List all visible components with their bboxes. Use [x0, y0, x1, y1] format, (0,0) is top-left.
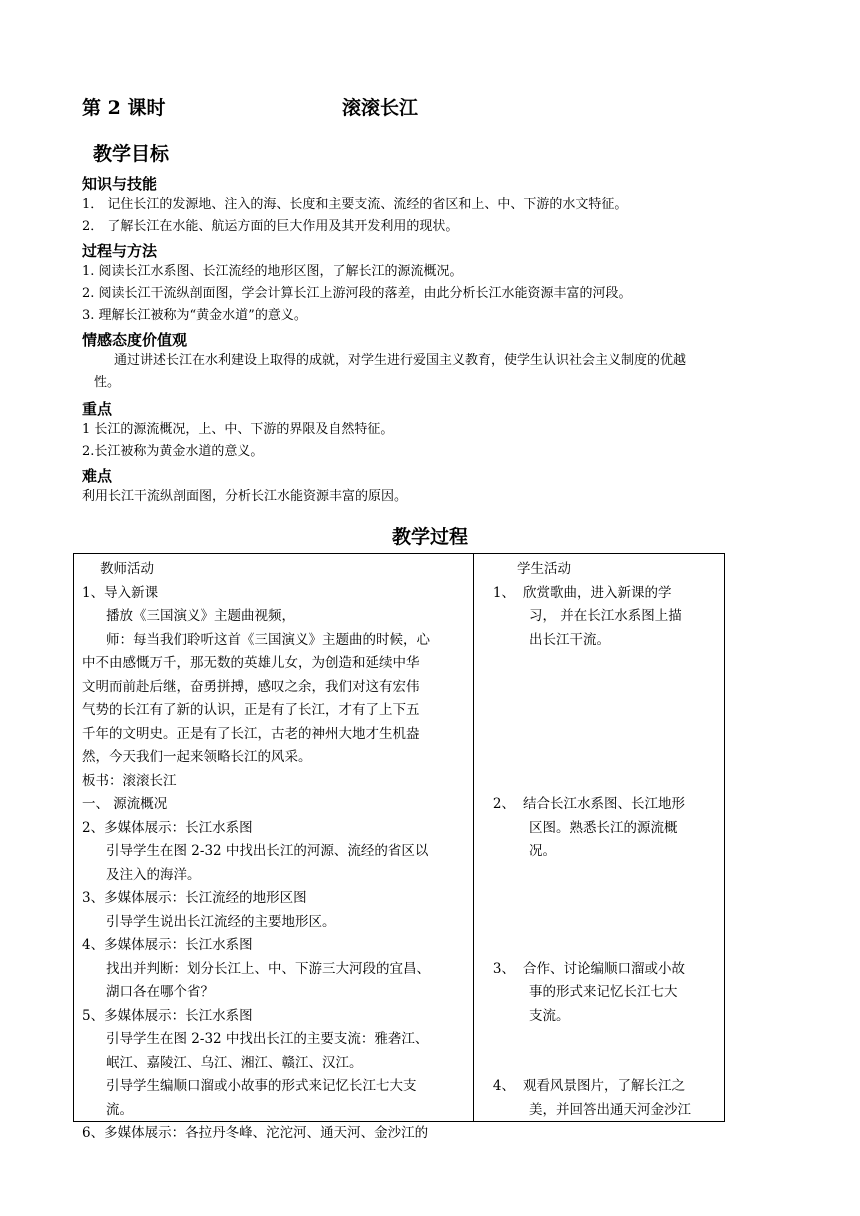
lesson-title: 滚滚长江 — [342, 97, 419, 119]
teacher-activity-line: 找出并判断：划分长江上、中、下游三大河段的宜昌、 — [106, 960, 430, 977]
process-method-item: 3. 理解长江被称为“黄金水道”的意义。 — [82, 308, 307, 323]
student-activity-line: 况。 — [529, 843, 556, 859]
teacher-activity-line: 引导学生说出长江流经的主要地形区。 — [106, 913, 336, 930]
teacher-activity-line: 1、导入新课 — [82, 584, 159, 601]
teacher-activity-line: 千年的文明史。正是有了长江，古老的神州大地才生机盎 — [82, 725, 420, 742]
teacher-activity-line: 文明而前赴后继，奋勇拼搏，感叹之余，我们对这有宏伟 — [82, 678, 420, 695]
spacer — [483, 699, 717, 723]
emotion-text-line1: 通过讲述长江在水利建设上取得的成就，对学生进行爱国主义教育，使学生认识社会主义制度的优越 — [114, 353, 687, 368]
difficulty-item: 利用长江干流纵剖面图，分析长江水能资源丰富的原因。 — [82, 489, 408, 504]
emotion-section — [82, 330, 782, 394]
teacher-activity-line: 2、多媒体展示：长江水系图 — [82, 819, 253, 836]
student-activity-column — [483, 558, 717, 1122]
spacer — [483, 652, 717, 676]
knowledge-item: 2． 了解长江在水能、航运方面的巨大作用及其开发利用的现状。 — [82, 219, 459, 234]
student-activity-line: 区图。熟悉长江的源流概 — [529, 819, 678, 836]
student-activity-line — [483, 582, 717, 606]
teacher-activity-line: 6、多媒体展示：各拉丹冬峰、沱沱河、通天河、金沙江的 — [82, 1125, 429, 1141]
teacher-activity-line: 及注入的海洋。 — [106, 866, 201, 883]
student-activity-line — [483, 1075, 717, 1099]
student-activity-line: 习， 并在长江水系图上描 — [529, 608, 682, 624]
teacher-column-header: 教师活动 — [100, 561, 154, 577]
teacher-activity-line: 播放《三国演义》主题曲视频， — [106, 608, 295, 624]
teacher-activity-line: 一、 源流概况 — [82, 796, 168, 812]
spacer — [483, 746, 717, 770]
student-item-number: 1、 — [492, 584, 515, 601]
process-method-item: 2. 阅读长江干流纵剖面图，学会计算长江上游河段的落差，由此分析长江水能资源丰富的河段。 — [82, 286, 632, 301]
student-activity-line — [483, 958, 717, 982]
teacher-activity-line: 岷江、嘉陵江、乌江、湘江、赣江、汉江。 — [106, 1054, 363, 1071]
student-activity-line — [483, 793, 717, 817]
spacer — [483, 1052, 717, 1076]
teacher-activity-line: 引导学生在图 2-32 中找出长江的主要支流：雅砻江、 — [106, 1031, 429, 1047]
column-divider — [473, 554, 474, 1121]
teacher-activity-line: 引导学生在图 2-32 中找出长江的河源、流经的省区以 — [106, 843, 429, 859]
teacher-activity-line: 湖口各在哪个省？ — [106, 984, 214, 1000]
student-activity-line: 美，并回答出通天河金沙江 — [529, 1101, 691, 1118]
spacer — [483, 911, 717, 935]
teacher-activity-line: 4、多媒体展示：长江水系图 — [82, 937, 253, 953]
student-column-header: 学生活动 — [517, 561, 571, 577]
teacher-activity-line: 中不由感慨万千，那无数的英雄儿女，为创造和延续中华 — [82, 655, 420, 671]
knowledge-section — [82, 174, 782, 238]
spacer — [483, 864, 717, 888]
teacher-activity-line: 引导学生编顺口溜或小故事的形式来记忆长江七大支 — [106, 1078, 417, 1094]
objectives-heading: 教学目标 — [93, 143, 170, 165]
process-method-section — [82, 241, 782, 327]
lesson-title-row — [82, 93, 762, 119]
emotion-text-line2: 性。 — [94, 375, 121, 390]
teacher-activity-line: 然，今天我们一起来领略长江的风采。 — [82, 749, 312, 765]
spacer — [483, 676, 717, 700]
difficulty-section — [82, 466, 782, 508]
student-item-number: 4、 — [492, 1078, 515, 1094]
spacer — [483, 887, 717, 911]
teacher-activity-column — [82, 558, 470, 1146]
teacher-activity-line: 师：每当我们聆听这首《三国演义》主题曲的时候，心 — [106, 631, 430, 648]
spacer — [483, 934, 717, 958]
student-activity-line: 事的形式来记忆长江七大 — [529, 984, 678, 1000]
key-point-item: 1 长江的源流概况，上、中、下游的界限及自然特征。 — [82, 422, 394, 437]
teacher-activity-line: 气势的长江有了新的认识，正是有了长江，才有了上下五 — [82, 702, 420, 718]
student-item-text: 结合长江水系图、长江地形 — [523, 796, 685, 812]
student-item-number: 2、 — [492, 796, 515, 812]
key-point-item: 2.长江被称为黄金水道的意义。 — [82, 444, 264, 459]
lesson-number: 第 2 课时 — [82, 97, 166, 119]
student-item-text: 合作、讨论编顺口溜或小故 — [523, 960, 685, 977]
student-item-text: 观看风景图片，了解长江之 — [523, 1078, 685, 1094]
process-method-item: 1. 阅读长江水系图、长江流经的地形区图，了解长江的源流概况。 — [82, 264, 463, 279]
student-item-number: 3、 — [492, 960, 515, 977]
teacher-activity-line: 3、多媒体展示：长江流经的地形区图 — [82, 890, 307, 906]
spacer — [483, 723, 717, 747]
student-item-text: 欣赏歌曲，进入新课的学 — [523, 584, 672, 601]
process-method-heading: 过程与方法 — [82, 242, 158, 260]
emotion-heading: 情感态度价值观 — [82, 331, 188, 349]
activity-table — [73, 553, 725, 1141]
difficulty-heading: 难点 — [82, 467, 113, 485]
key-points-section — [82, 399, 782, 463]
spacer — [483, 770, 717, 794]
teacher-activity-line: 板书：滚滚长江 — [82, 772, 177, 789]
spacer — [483, 1028, 717, 1052]
knowledge-item: 1． 记住长江的发源地、注入的海、长度和主要支流、流经的省区和上、中、下游的水文特征。 — [82, 197, 628, 212]
knowledge-heading: 知识与技能 — [82, 175, 158, 193]
student-activity-line: 支流。 — [529, 1007, 570, 1024]
teacher-activity-line: 5、多媒体展示：长江水系图 — [82, 1007, 253, 1024]
process-heading: 教学过程 — [391, 526, 468, 548]
key-points-heading: 重点 — [82, 400, 113, 418]
teacher-activity-line: 流。 — [106, 1101, 133, 1118]
student-activity-line: 出长江干流。 — [529, 631, 610, 648]
